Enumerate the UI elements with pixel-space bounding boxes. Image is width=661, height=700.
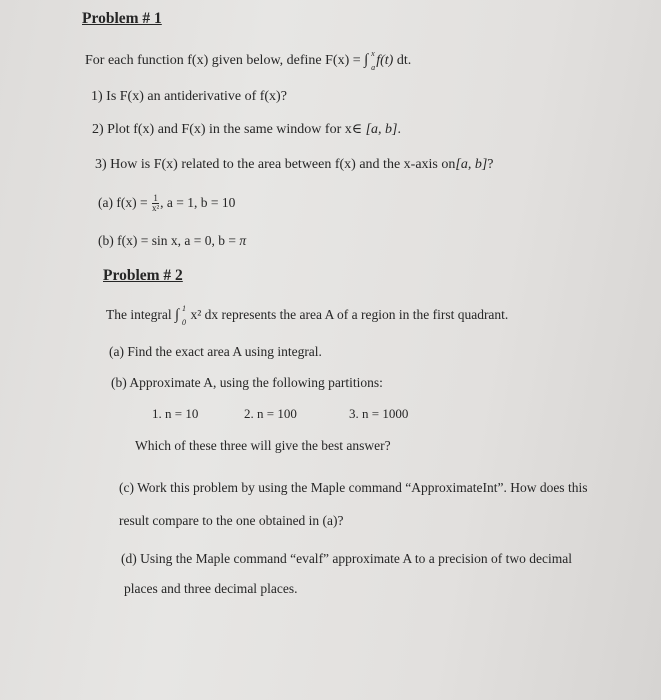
problem2-part-d-line2: places and three decimal places. [124,581,298,596]
part-a-function [98,194,235,213]
integral-symbol: ∫ x a [364,49,376,72]
problem1-intro-text: For each function f(x) given below, define F(x) = [85,53,365,68]
partition-1: 1. n = 10 [152,406,199,421]
part-b-function [98,232,246,250]
question-2-interval: [a, b] [365,122,398,137]
part-a-bounds: , a = 1, b = 10 [160,195,236,210]
integral-lower-limit: a [371,63,376,72]
part-b-label: (b) f(x) = [98,233,152,248]
integral-symbol: ∫ 1 0 [174,304,186,327]
best-answer-question: Which of these three will give the best answer? [135,438,391,453]
integrand: x² dx [187,307,219,322]
question-2 [92,121,401,139]
problem1-intro-end: dt. [393,53,412,68]
problem2-intro-end: represents the area A of a region in the first quadrant. [218,307,509,322]
problem2-part-c-line2: result compare to the one obtained in (a)? [119,513,344,528]
part-b-pi: π [239,233,247,248]
problem2-part-c-line1: (c) Work this problem by using the Maple command “ApproximateInt”. How does this [119,480,588,495]
fraction-denominator: x² [151,203,160,214]
question-3-interval: [a, b] [455,157,488,172]
problem2-part-d-line1: (d) Using the Maple command “evalf” approximate A to a precision of two decimal [121,551,572,566]
question-1: 1) Is F(x) an antiderivative of f(x)? [91,89,287,104]
question-3-end: ? [487,157,494,172]
part-a-label: (a) f(x) = [98,195,151,210]
integrand: f(t) [376,53,394,68]
problem2-heading: Problem # 2 [103,267,183,284]
fraction-numerator: 1 [153,193,158,204]
question-3-text: 3) How is F(x) related to the area between f(x) and the x-axis on [95,157,456,172]
integral-upper-limit: 1 [181,304,186,313]
partition-2: 2. n = 100 [244,406,297,421]
part-b-bounds: , a = 0, b = [177,233,240,248]
fraction [152,194,159,213]
integral-upper-limit: x [371,49,375,58]
question-2-end: . [397,122,402,137]
problem1-intro [85,51,411,70]
partition-3: 3. n = 1000 [349,406,409,421]
part-b-func: sin x [151,233,178,248]
question-3 [95,156,494,174]
integral-lower-limit: 0 [181,318,186,327]
problem2-intro [106,304,509,327]
problem1-heading: Problem # 1 [82,10,162,27]
problem2-part-b: (b) Approximate A, using the following partitions: [111,375,383,390]
question-2-text: 2) Plot f(x) and F(x) in the same window for x∈ [92,122,366,137]
problem2-intro-text: The integral [106,307,175,322]
problem2-part-a: (a) Find the exact area A using integral. [109,344,322,359]
